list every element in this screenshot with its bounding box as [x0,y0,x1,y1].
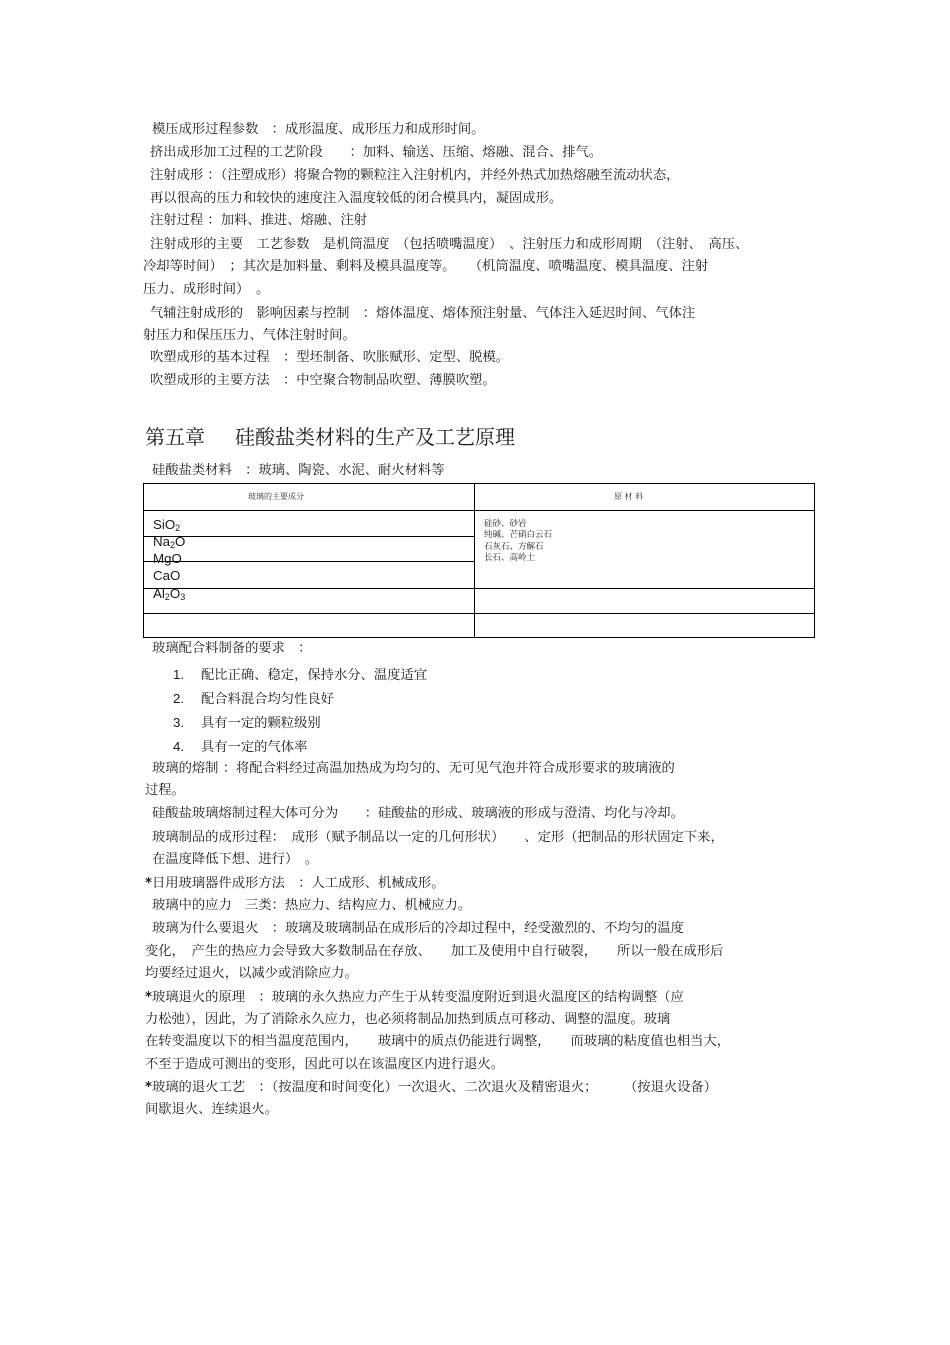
silicate-intro: 硅酸盐类材料 ：玻璃、陶瓷、水泥、耐火材料等 [152,463,445,478]
text-line: 模压成形过程参数 ：成形温度、成形压力和成形时间。 [152,122,485,137]
material-item: 纯碱、芒硝白云石 [484,530,553,540]
text-line: 注射成形 ：（注塑成形）将聚合物的颗粒注入注射机内，并经外热式加热熔融至流动状态， [150,168,680,183]
text-line: 压力、成形时间） 。 [143,282,270,297]
text-line: 再以很高的压力和较快的速度注入温度较低的闭合模具内，凝固成形。 [150,191,563,206]
text-line: 气辅注射成形的 影响因素与控制 ：熔体温度、熔体预注射量、气体注入延迟时间、气体注 [150,306,696,321]
text-line: 吹塑成形的基本过程 ：型坯制备、吹胀赋形、定型、脱模。 [150,350,510,365]
text-line: 玻璃中的应力 三类：热应力、结构应力、机械应力。 [152,898,472,913]
component-sio2: SiO$_2$ [153,517,181,533]
component-al2o3: $Al_2O_3$ [153,586,186,602]
text-line: 硅酸盐玻璃熔制过程大体可分为 ：硅酸盐的形成、玻璃液的形成与澄清、均化与冷却。 [152,806,684,821]
chapter-heading [145,424,515,450]
text-line: 玻璃的熔制 ：将配合料经过高温加热成为均匀的、无可见气泡并符合成形要求的玻璃液的 [152,761,675,776]
requirement-item: 4. 具有一定的气体率 [173,739,308,755]
material-item: 硅砂、砂岩 [484,519,527,529]
material-item: 长石、高岭土 [484,553,536,563]
text-line: 注射成形的主要 工艺参数 是机筒温度 （包括喷嘴温度） 、注射压力和成形周期 （注射、 高压、 [150,237,749,252]
table-header-materials: 原 材 料 [614,492,644,501]
text-line-starred: *玻璃退火的原理 ：玻璃的永久热应力产生于从转变温度附近到退火温度区的结构调整（应 [145,990,684,1005]
material-item: 石灰石、方解石 [484,542,544,552]
text-line-starred: *日用玻璃器件成形方法 ：人工成形、机械成形。 [145,876,445,891]
table-header-components: 玻璃的主要成分 [248,492,304,501]
chapter-title: 硅酸盐类材料的生产及工艺原理 [235,425,515,449]
requirement-item: 3. 具有一定的颗粒级别 [173,715,321,731]
text-line: 冷却等时间） ；其次是加料量、剩料及模具温度等。 （机筒温度、喷嘴温度、模具温度、注射 [143,259,709,274]
text-line-starred: *玻璃的退火工艺 ：（按温度和时间变化）一次退火、二次退火及精密退火； （按退火设备） [145,1080,718,1095]
text-line: 射压力和保压压力、气体注射时间。 [143,328,356,343]
text-line: 在温度降低下想、进行） 。 [152,852,319,867]
text-line: 注射过程 ：加料、推进、熔融、注射 [150,213,367,228]
component-na2o: $Na_2O$ [153,534,186,550]
text-line: 挤出成形加工过程的工艺阶段 ：加料、输送、压缩、熔融、混合、排气。 [150,145,603,160]
requirement-item: 1. 配比正确、稳定，保持水分、温度适宜 [173,667,428,683]
text-line: 不至于造成可测出的变形，因此可以在该温度区内进行退火。 [145,1057,505,1072]
text-line: 玻璃为什么要退火 ：玻璃及玻璃制品在成形后的冷却过程中，经受激烈的、不均匀的温度 [152,921,684,936]
text-line: 玻璃制品的成形过程： 成形（赋予制品以一定的几何形状） 、定形（把制品的形状固定下来， [152,830,724,845]
component-cao: CaO [153,568,181,583]
chapter-number: 第五章 [145,425,205,449]
batch-heading: 玻璃配合料制备的要求 ： [152,641,312,656]
text-line: 吹塑成形的主要方法 ：中空聚合物制品吹塑、薄膜吹塑。 [150,373,496,388]
text-line: 在转变温度以下的相当温度范围内， 玻璃中的质点仍能进行调整， 而玻璃的粘度值也相当大， [145,1034,731,1049]
requirement-item: 2. 配合料混合均匀性良好 [173,691,334,707]
text-line: 变化， 产生的热应力会导致大多数制品在存放、 加工及使用中自行破裂， 所以一般在成形后 [145,944,724,959]
glass-composition-table [143,483,815,638]
text-line: 过程。 [145,783,185,798]
text-line: 间歇退火、连续退火。 [145,1102,278,1117]
text-line: 均要经过退火，以减少或消除应力。 [145,966,358,981]
component-mgo: MgO [153,551,182,566]
text-line: 力松弛），因此，为了消除永久应力，也必须将制品加热到质点可移动、调整的温度。玻璃 [145,1012,671,1027]
